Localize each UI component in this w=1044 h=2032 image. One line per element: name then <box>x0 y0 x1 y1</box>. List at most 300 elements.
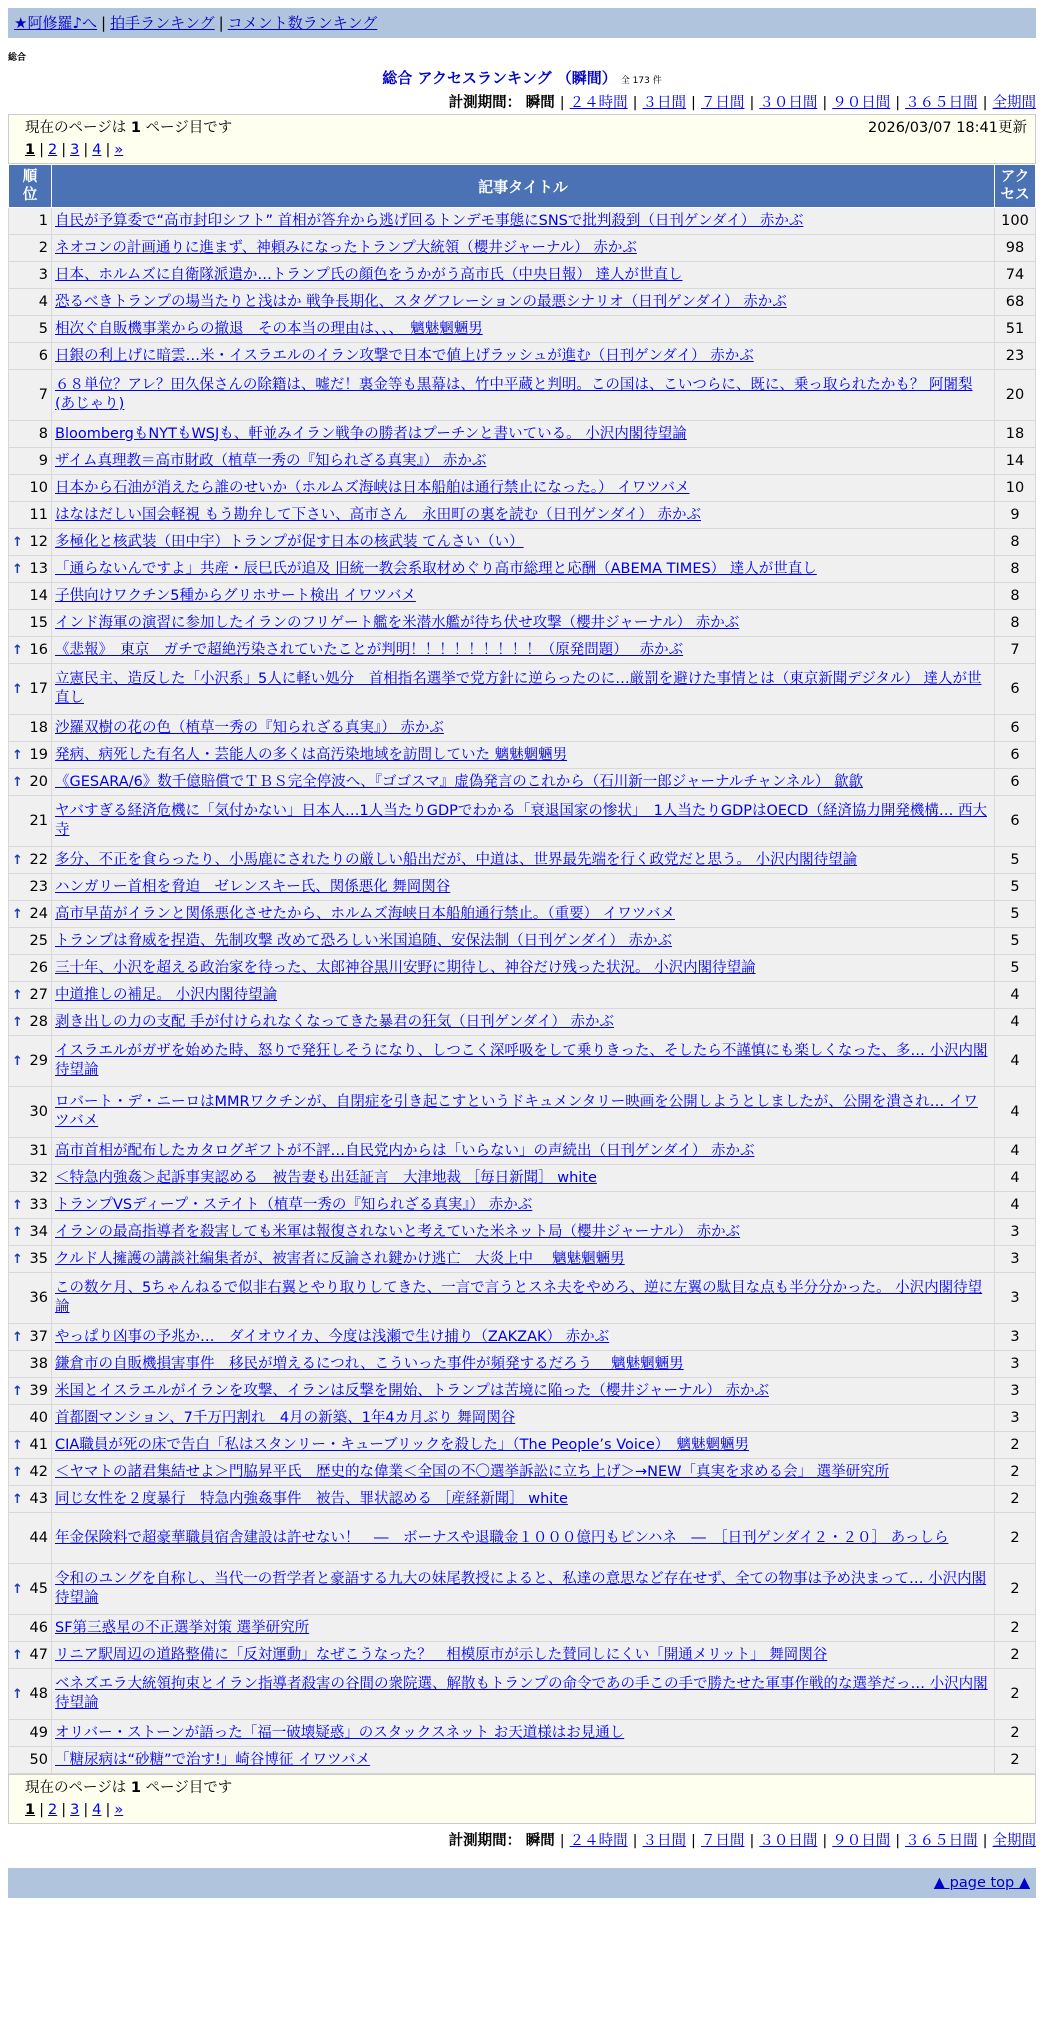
access-count: 10 <box>995 475 1036 502</box>
access-count: 2 <box>995 1486 1036 1513</box>
rank-cell <box>9 1138 52 1165</box>
rank-number: 48 <box>29 1685 48 1702</box>
rank-number: 5 <box>38 320 48 337</box>
rank-cell <box>9 1324 52 1351</box>
period-selector-top <box>8 92 1036 114</box>
rank-up-arrow-icon: ↑ <box>12 1224 23 1240</box>
access-count: 5 <box>995 955 1036 982</box>
pager-page-link[interactable]: 2 <box>47 142 58 158</box>
page-info-bottom <box>8 1774 1036 1824</box>
rank-cell <box>9 1219 52 1246</box>
title-cell <box>52 610 995 637</box>
period-option[interactable]: ９０日間 <box>832 1833 891 1849</box>
rank-number: 3 <box>38 266 48 283</box>
rank-up-arrow-icon: ↑ <box>12 852 23 868</box>
pager-next-link[interactable]: » <box>114 1802 124 1818</box>
period-option[interactable]: 全期間 <box>992 95 1036 111</box>
table-row <box>9 847 1036 874</box>
article-link[interactable]: 米国とイスラエルがイランを攻撃、イランは反撃を開始、トランプは苦境に陥った（櫻井ジャーナル） 赤かぶ <box>55 1382 769 1399</box>
article-link[interactable]: イランの最高指導者を殺害しても米軍は報復されないと考えていた米ネット局（櫻井ジャーナル） 赤かぶ <box>55 1223 741 1240</box>
article-link[interactable]: 中道推しの補足。 小沢内閣待望論 <box>55 986 278 1003</box>
rank-number: 32 <box>29 1169 48 1186</box>
rank-cell <box>9 664 52 715</box>
rank-number: 18 <box>29 719 48 736</box>
table-row <box>9 1405 1036 1432</box>
rank-number: 40 <box>29 1409 48 1426</box>
rank-cell <box>9 1642 52 1669</box>
rank-number: 8 <box>38 425 48 442</box>
article-link[interactable]: ザイム真理教＝高市財政（植草一秀の『知られざる真実』） 赤かぶ <box>55 452 487 469</box>
title-cell <box>52 475 995 502</box>
title-cell <box>52 982 995 1009</box>
rank-up-arrow-icon: ↑ <box>12 774 23 790</box>
rank-number: 13 <box>29 560 48 577</box>
period-option[interactable]: ９０日間 <box>832 95 891 111</box>
table-row <box>9 742 1036 769</box>
access-count: 3 <box>995 1273 1036 1324</box>
article-link[interactable]: BloombergもNYTもWSJも、軒並みイラン戦争の勝者はプーチンと書いている。 小沢内閣待望論 <box>55 425 687 442</box>
table-row <box>9 583 1036 610</box>
rank-number: 4 <box>38 293 48 310</box>
access-count: 4 <box>995 1165 1036 1192</box>
pager-top: 1 | 2 | 3 | 4 | » <box>25 142 124 158</box>
page-info-top <box>8 114 1036 164</box>
table-row <box>9 1087 1036 1138</box>
title-cell <box>52 316 995 343</box>
table-row <box>9 475 1036 502</box>
title-cell <box>52 1165 995 1192</box>
access-count: 2 <box>995 1564 1036 1615</box>
access-count: 3 <box>995 1378 1036 1405</box>
access-count: 6 <box>995 664 1036 715</box>
title-cell <box>52 1405 995 1432</box>
table-row <box>9 1459 1036 1486</box>
rank-number: 26 <box>29 959 48 976</box>
title-cell <box>52 742 995 769</box>
period-option[interactable]: ３日間 <box>642 1833 687 1849</box>
table-row <box>9 502 1036 529</box>
table-row <box>9 955 1036 982</box>
article-link[interactable]: 子供向けワクチン5種からグリホサート検出 イワツバメ <box>55 587 416 604</box>
article-link[interactable]: 剥き出しの力の支配 手が付けられなくなってきた暴君の狂気（日刊ゲンダイ） 赤かぶ <box>55 1013 615 1030</box>
rank-up-arrow-icon: ↑ <box>12 747 23 763</box>
table-row <box>9 1165 1036 1192</box>
top-nav: ★阿修羅♪へ | 拍手ランキング | コメント数ランキング <box>8 8 1036 38</box>
rank-number: 41 <box>29 1436 48 1453</box>
access-count: 8 <box>995 583 1036 610</box>
table-row <box>9 316 1036 343</box>
article-link[interactable]: トランプは脅威を捏造、先制攻撃 改めて恐ろしい米国追随、安保法制（日刊ゲンダイ） 赤かぶ <box>55 932 673 949</box>
table-row <box>9 1324 1036 1351</box>
access-count: 4 <box>995 982 1036 1009</box>
title-cell <box>52 1747 995 1774</box>
footer-bar <box>8 1868 1036 1898</box>
table-row <box>9 610 1036 637</box>
rank-number: 20 <box>29 773 48 790</box>
table-row <box>9 1009 1036 1036</box>
access-count: 4 <box>995 1087 1036 1138</box>
table-row <box>9 1138 1036 1165</box>
article-link[interactable]: ベネズエラ大統領拘束とイラン指導者殺害の谷間の衆院選、解散もトランプの命令であの手この手で勝たせた軍事作戦的な選挙だっ… 小沢内閣待望論 <box>55 1676 988 1711</box>
rank-cell <box>9 262 52 289</box>
access-count: 2 <box>995 1642 1036 1669</box>
title-cell <box>52 583 995 610</box>
title-cell <box>52 1192 995 1219</box>
article-link[interactable]: 発病、病死した有名人・芸能人の多くは高汚染地域を訪問していた 魑魅魍魎男 <box>55 746 568 763</box>
table-row <box>9 262 1036 289</box>
access-count: 5 <box>995 928 1036 955</box>
rank-up-arrow-icon: ↑ <box>12 1581 23 1597</box>
title-cell <box>52 1219 995 1246</box>
article-link[interactable]: はなはだしい国会軽視 もう勘弁して下さい、高市さん 永田町の裏を読む（日刊ゲンダイ） 赤かぶ <box>55 506 702 523</box>
article-link[interactable]: イスラエルがガザを始めた時、怒りで発狂しそうになり、しつこく深呼吸をして乗りきった、そしたら不謹慎にも楽しくなった、多… 小沢内閣待望論 <box>55 1043 988 1078</box>
article-link[interactable]: リニア駅周辺の道路整備に「反対運動」なぜこうなった？ 相模原市が示した賛同しにくい「開通メリット」 舞岡関谷 <box>55 1646 828 1663</box>
title-cell <box>52 1486 995 1513</box>
rank-cell <box>9 901 52 928</box>
table-row <box>9 1642 1036 1669</box>
rank-number: 1 <box>38 212 48 229</box>
rank-up-arrow-icon: ↑ <box>12 1686 23 1702</box>
rank-cell <box>9 928 52 955</box>
article-link[interactable]: ネオコンの計画通りに進まず、神頼みになったトランプ大統領（櫻井ジャーナル） 赤かぶ <box>55 239 637 256</box>
access-count: 4 <box>995 1036 1036 1087</box>
rank-number: 43 <box>29 1490 48 1507</box>
period-option[interactable]: ３６５日間 <box>905 1833 978 1849</box>
rank-cell <box>9 235 52 262</box>
rank-number: 38 <box>29 1355 48 1372</box>
table-row <box>9 769 1036 796</box>
rank-cell <box>9 1087 52 1138</box>
article-link[interactable]: 日本から石油が消えたら誰のせいか（ホルムズ海峡は日本船舶は通行禁止になった。） イワツバメ <box>55 479 690 496</box>
title-cell <box>52 1615 995 1642</box>
title-cell <box>52 448 995 475</box>
period-option[interactable]: 全期間 <box>992 1833 1036 1849</box>
rank-number: 37 <box>29 1328 48 1345</box>
rank-number: 12 <box>29 533 48 550</box>
rank-cell <box>9 1747 52 1774</box>
rank-cell <box>9 1486 52 1513</box>
page-title-text: 総合 アクセスランキング （瞬間） <box>382 69 617 87</box>
rank-number: 14 <box>29 587 48 604</box>
title-cell <box>52 1273 995 1324</box>
article-link[interactable]: インド海軍の演習に参加したイランのフリゲート艦を米潜水艦が待ち伏せ攻撃（櫻井ジャーナル） 赤かぶ <box>55 614 740 631</box>
table-row <box>9 208 1036 235</box>
access-count: 2 <box>995 1720 1036 1747</box>
rank-cell <box>9 1165 52 1192</box>
access-count: 5 <box>995 901 1036 928</box>
article-link[interactable]: 日本、ホルムズに自衛隊派遣か…トランプ氏の顔色をうかがう高市氏（中央日報） 達人が世直し <box>55 266 683 283</box>
rank-cell <box>9 1513 52 1564</box>
rank-cell <box>9 1246 52 1273</box>
article-link[interactable]: ハンガリー首相を脅迫 ゼレンスキー氏、関係悪化 舞岡関谷 <box>55 878 451 895</box>
access-count: 3 <box>995 1219 1036 1246</box>
article-link[interactable]: オリバー・ストーンが語った「福一破壊疑惑」のスタックスネット お天道様はお見通し <box>55 1724 625 1741</box>
rank-cell <box>9 1615 52 1642</box>
article-link[interactable]: 立憲民主、造反した「小沢系」5人に軽い処分 首相指名選挙で党方針に逆らったのに…厳罰を避けた事情とは（東京新聞デジタル） 達人が世直し <box>55 671 982 706</box>
table-row <box>9 1378 1036 1405</box>
article-link[interactable]: 多極化と核武装（田中宇）トランプが促す日本の核武装 てんさい（い） <box>55 533 524 550</box>
rank-number: 47 <box>29 1646 48 1663</box>
rank-up-arrow-icon: ↑ <box>12 906 23 922</box>
rank-cell <box>9 316 52 343</box>
article-link[interactable]: 「糖尿病は“砂糖”で治す!」崎谷博征 イワツバメ <box>55 1751 371 1768</box>
current-page-text-bottom: 現在のページは 1 ページ目です <box>25 1780 233 1796</box>
access-count: 6 <box>995 742 1036 769</box>
nav-link-comment-ranking[interactable]: コメント数ランキング <box>227 14 378 32</box>
table-row <box>9 1219 1036 1246</box>
rank-cell <box>9 475 52 502</box>
article-link[interactable]: この数ケ月、5ちゃんねるで似非右翼とやり取りしてきた、一言で言うとスネ夫をやめろ、逆に左翼の駄目な点も半分分かった。 小沢内閣待望論 <box>55 1280 983 1315</box>
article-link[interactable]: 《GESARA/6》数千億賠償でＴＢＳ完全停波へ、『ゴゴスマ』虚偽発言のこれから（石川新一郎ジャーナルチャンネル） 歙歙 <box>55 773 863 790</box>
article-link[interactable]: 同じ女性を２度暴行 特急内強姦事件 被告、罪状認める ［産経新聞］ white <box>55 1490 568 1507</box>
rank-up-arrow-icon: ↑ <box>12 1014 23 1030</box>
article-link[interactable]: 首都圏マンション、7千万円割れ 4月の新築、1年4カ月ぶり 舞岡関谷 <box>55 1409 516 1426</box>
rank-up-arrow-icon: ↑ <box>12 1647 23 1663</box>
article-link[interactable]: トランプVSディープ・ステイト（植草一秀の『知られざる真実』） 赤かぶ <box>55 1196 533 1213</box>
category-label: 総合 <box>8 53 27 63</box>
rank-cell <box>9 1192 52 1219</box>
table-row <box>9 928 1036 955</box>
title-cell <box>52 1459 995 1486</box>
rank-up-arrow-icon: ↑ <box>12 1464 23 1480</box>
header-rank: 順位 <box>9 165 52 208</box>
article-link[interactable]: 令和のユングを自称し、当代一の哲学者と豪語する九大の妹尾教授によると、私達の意思など存在せず、全ての物事は予め決まって… 小沢内閣待望論 <box>55 1571 987 1606</box>
rank-cell <box>9 1009 52 1036</box>
table-row <box>9 1351 1036 1378</box>
title-cell <box>52 1351 995 1378</box>
title-cell <box>52 715 995 742</box>
page-title <box>8 67 1036 88</box>
table-row <box>9 448 1036 475</box>
access-count: 6 <box>995 715 1036 742</box>
rank-number: 42 <box>29 1463 48 1480</box>
rank-number: 25 <box>29 932 48 949</box>
table-row <box>9 1273 1036 1324</box>
rank-number: 50 <box>29 1751 48 1768</box>
access-count: 100 <box>995 208 1036 235</box>
title-cell <box>52 1378 995 1405</box>
access-count: 3 <box>995 1405 1036 1432</box>
access-count: 2 <box>995 1459 1036 1486</box>
rank-up-arrow-icon: ↑ <box>12 1329 23 1345</box>
rank-cell <box>9 796 52 847</box>
title-cell <box>52 529 995 556</box>
rank-cell <box>9 874 52 901</box>
article-link[interactable]: ＜特急内強姦＞起訴事実認める 被告妻も出廷証言 大津地裁 ［毎日新聞］ white <box>55 1169 597 1186</box>
title-cell <box>52 1513 995 1564</box>
table-row <box>9 1615 1036 1642</box>
rank-up-arrow-icon: ↑ <box>12 1491 23 1507</box>
rank-cell <box>9 1378 52 1405</box>
rank-cell <box>9 343 52 370</box>
nav-link-clap-ranking[interactable]: 拍手ランキング <box>110 14 215 32</box>
rank-up-arrow-icon: ↑ <box>12 681 23 697</box>
table-row <box>9 1432 1036 1459</box>
period-option[interactable]: ２４時間 <box>569 1833 628 1849</box>
rank-cell <box>9 583 52 610</box>
rank-number: 29 <box>29 1052 48 1069</box>
rank-cell <box>9 1459 52 1486</box>
current-page-text: 現在のページは 1 ページ目です <box>25 120 233 136</box>
access-count: 74 <box>995 262 1036 289</box>
title-cell <box>52 1246 995 1273</box>
access-count: 8 <box>995 610 1036 637</box>
title-cell <box>52 1720 995 1747</box>
table-row <box>9 1486 1036 1513</box>
title-cell <box>52 928 995 955</box>
period-option[interactable]: ７日間 <box>700 1833 745 1849</box>
header-title: 記事タイトル <box>52 165 995 208</box>
page-top-link[interactable]: ▲ page top ▲ <box>933 1875 1030 1891</box>
rank-number: 28 <box>29 1013 48 1030</box>
period-option[interactable]: ３０日間 <box>759 1833 818 1849</box>
pager-next-link[interactable]: » <box>114 142 124 158</box>
title-cell <box>52 955 995 982</box>
rank-cell <box>9 610 52 637</box>
pager-current-page: 1 <box>25 142 36 158</box>
access-count: 4 <box>995 1009 1036 1036</box>
article-link[interactable]: 日銀の利上げに暗雲…米・イスラエルのイラン攻撃で日本で値上げラッシュが進む（日刊ゲンダイ） 赤かぶ <box>55 347 754 364</box>
table-row <box>9 715 1036 742</box>
title-cell <box>52 664 995 715</box>
table-row <box>9 637 1036 664</box>
rank-number: 49 <box>29 1724 48 1741</box>
article-link[interactable]: 《悲報》 東京 ガチで超絶汚染されていたことが判明！！！！！！！！！（原発問題） 赤かぶ <box>55 641 684 658</box>
rank-cell <box>9 1273 52 1324</box>
rank-cell <box>9 1432 52 1459</box>
access-count: 4 <box>995 1192 1036 1219</box>
rank-number: 10 <box>29 479 48 496</box>
rank-number: 16 <box>29 641 48 658</box>
article-link[interactable]: 沙羅双樹の花の色（植草一秀の『知られざる真実』） 赤かぶ <box>55 719 444 736</box>
pager-page-link[interactable]: 3 <box>70 142 80 158</box>
rank-number: 30 <box>29 1103 48 1120</box>
article-link[interactable]: ＜ヤマトの諸君集結せよ＞門脇昇平氏 歴史的な偉業＜全国の不〇選挙訴訟に立ち上げ＞→NEW「真実を求める会」 選挙研究所 <box>55 1463 890 1480</box>
rank-up-arrow-icon: ↑ <box>12 1437 23 1453</box>
title-cell <box>52 343 995 370</box>
table-row <box>9 421 1036 448</box>
rank-number: 9 <box>38 452 48 469</box>
article-link[interactable]: 相次ぐ自販機事業からの撤退 その本当の理由は、、、 魑魅魍魎男 <box>55 320 483 337</box>
period-selector-bottom <box>8 1830 1036 1852</box>
updated-time: 2026/03/07 18:41更新 <box>868 120 1027 136</box>
rank-number: 11 <box>29 506 48 523</box>
table-row <box>9 901 1036 928</box>
period-option[interactable]: ７日間 <box>700 95 745 111</box>
access-count: 23 <box>995 343 1036 370</box>
rank-number: 27 <box>29 986 48 1003</box>
article-link[interactable]: 三十年、小沢を超える政治家を待った、太郎神谷黒川安野に期待し、神谷だけ残った状況。 小沢内閣待望論 <box>55 959 756 976</box>
table-row <box>9 982 1036 1009</box>
period-option[interactable]: ３日間 <box>642 95 687 111</box>
table-row <box>9 1513 1036 1564</box>
article-link[interactable]: 年金保険料で超豪華職員宿舎建設は許せない！ ― ボーナスや退職金１０００億円もピンハネ ― ［日刊ゲンダイ２・２０］ あっしら <box>55 1529 949 1546</box>
pager-bottom: 1 | 2 | 3 | 4 | » <box>25 1802 124 1818</box>
title-cell <box>52 847 995 874</box>
rank-up-arrow-icon: ↑ <box>12 1197 23 1213</box>
article-link[interactable]: やっぱり凶事の予兆か… ダイオウイカ、今度は浅瀬で生け捕り（ZAKZAK） 赤かぶ <box>55 1328 610 1345</box>
access-count: 2 <box>995 1432 1036 1459</box>
rank-cell <box>9 1720 52 1747</box>
rank-number: 7 <box>38 386 48 403</box>
table-row <box>9 1564 1036 1615</box>
article-link[interactable]: 自民が予算委で“高市封印シフト” 首相が答弁から逃げ回るトンデモ事態にSNSで批判殺到（日刊ゲンダイ） 赤かぶ <box>55 212 804 229</box>
title-cell <box>52 421 995 448</box>
pager-page-link[interactable]: 2 <box>47 1802 58 1818</box>
rank-number: 31 <box>29 1142 48 1159</box>
access-count: 51 <box>995 316 1036 343</box>
access-count: 8 <box>995 556 1036 583</box>
rank-number: 34 <box>29 1223 48 1240</box>
rank-cell <box>9 1669 52 1720</box>
article-link[interactable]: 高市首相が配布したカタログギフトが不評…自民党内からは「いらない」の声続出（日刊ゲンダイ） 赤かぶ <box>55 1142 755 1159</box>
rank-number: 23 <box>29 878 48 895</box>
period-option: 瞬間 <box>525 95 555 111</box>
article-link[interactable]: 高市早苗がイランと関係悪化させたから、ホルムズ海峡日本船舶通行禁止。（重要） イワツバメ <box>55 905 675 922</box>
period-option[interactable]: ３０日間 <box>759 95 818 111</box>
article-link[interactable]: ヤバすぎる経済危機に「気付かない」日本人…1人当たりGDPでわかる「衰退国家の惨状」 1人当たりGDPはOECD（経済協力開発機構… 西大寺 <box>55 803 987 838</box>
header-count: アクセス <box>995 165 1036 208</box>
rank-up-arrow-icon: ↑ <box>12 1053 23 1069</box>
rank-number: 19 <box>29 746 48 763</box>
title-cell <box>52 637 995 664</box>
article-link[interactable]: 多分、不正を食らったり、小馬鹿にされたりの厳しい船出だが、中道は、世界最先端を行く政党だと思う。 小沢内閣待望論 <box>55 851 858 868</box>
title-cell <box>52 1324 995 1351</box>
title-cell <box>52 1087 995 1138</box>
table-row <box>9 1246 1036 1273</box>
article-link[interactable]: ロバート・デ・ニーロはMMRワクチンが、自閉症を引き起こすというドキュメンタリー映画を公開しようとしましたが、公開を潰され… イワツバメ <box>55 1094 978 1129</box>
rank-up-arrow-icon: ↑ <box>12 642 23 658</box>
article-link[interactable]: クルド人擁護の講談社編集者が、被害者に反論され鍵かけ逃亡 大炎上中 魑魅魍魎男 <box>55 1250 625 1267</box>
access-count: 5 <box>995 874 1036 901</box>
access-count: 2 <box>995 1747 1036 1774</box>
pager-page-link[interactable]: 4 <box>92 1802 102 1818</box>
rank-cell <box>9 448 52 475</box>
table-row <box>9 1669 1036 1720</box>
rank-cell <box>9 1564 52 1615</box>
rank-number: 33 <box>29 1196 48 1213</box>
access-count: 2 <box>995 1669 1036 1720</box>
pager-page-link[interactable]: 3 <box>70 1802 80 1818</box>
rank-number: 22 <box>29 851 48 868</box>
article-link[interactable]: SF第三惑星の不正選挙対策 選挙研究所 <box>55 1619 310 1636</box>
pager-page-link[interactable]: 4 <box>92 142 102 158</box>
rank-up-arrow-icon: ↑ <box>12 1383 23 1399</box>
nav-link-asyura[interactable]: ★阿修羅♪へ <box>14 14 98 32</box>
article-link[interactable]: 「通らないんですよ」共産・辰巳氏が追及 旧統一教会系取材めぐり高市総理と応酬（ABEMA TIMES） 達人が世直し <box>55 560 817 577</box>
rank-cell <box>9 370 52 421</box>
article-link[interactable]: CIA職員が死の床で告白「私はスタンリー・キューブリックを殺した」（The People’s Voice） 魑魅魍魎男 <box>55 1436 750 1453</box>
table-row <box>9 370 1036 421</box>
article-link[interactable]: 恐るべきトランプの場当たりと浅はか 戦争長期化、スタグフレーションの最悪シナリオ（日刊ゲンダイ） 赤かぶ <box>55 293 787 310</box>
title-cell <box>52 1138 995 1165</box>
rank-number: 24 <box>29 905 48 922</box>
table-row <box>9 664 1036 715</box>
article-link[interactable]: 鎌倉市の自販機損害事件 移民が増えるにつれ、こういった事件が頻発するだろう 魑魅魍魎男 <box>55 1355 684 1372</box>
rank-number: 6 <box>38 347 48 364</box>
rank-cell <box>9 955 52 982</box>
table-row <box>9 1036 1036 1087</box>
rank-up-arrow-icon: ↑ <box>12 1251 23 1267</box>
period-items: 瞬間 | ２４時間 | ３日間 | ７日間 | ３０日間 | ９０日間 | ３６５日間 | 全期間 <box>525 95 1036 111</box>
period-option[interactable]: ２４時間 <box>569 95 628 111</box>
period-option[interactable]: ３６５日間 <box>905 95 978 111</box>
table-row <box>9 1747 1036 1774</box>
table-row <box>9 343 1036 370</box>
article-link[interactable]: ６８単位？アレ？田久保さんの除籍は、嘘だ！裏金等も黒幕は、竹中平蔵と判明。この国は、こいつらに、既に、乗っ取られたかも？ 阿闍梨(あじゃり) <box>55 377 973 412</box>
title-cell <box>52 874 995 901</box>
rank-number: 39 <box>29 1382 48 1399</box>
